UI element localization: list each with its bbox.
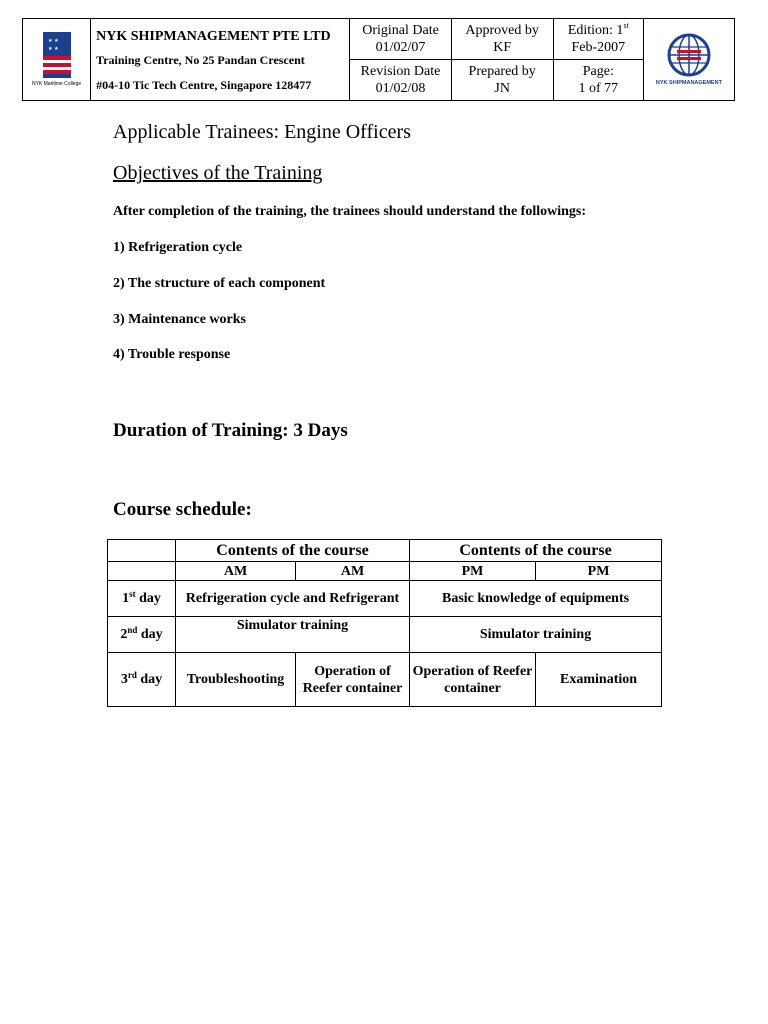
revision-date-label: Revision Date xyxy=(360,64,441,79)
prepared-by-label: Prepared by xyxy=(468,64,536,79)
revision-date-value: 01/02/08 xyxy=(375,81,426,96)
prepared-by-cell xyxy=(451,60,553,101)
pm-label: PM xyxy=(536,562,662,581)
objectives-intro: After completion of the training, the trainees should understand the followings: xyxy=(113,204,587,219)
svg-text:★ ★: ★ ★ xyxy=(47,46,59,52)
training-duration: Duration of Training: 3 Days xyxy=(113,420,348,441)
corner-cell xyxy=(108,562,176,581)
table-row xyxy=(108,653,662,707)
college-logo-cell xyxy=(23,19,91,101)
company-address-line1: Training Centre, No 25 Pandan Crescent xyxy=(96,53,305,67)
nyk-logo-cell xyxy=(643,19,734,101)
pm-contents-header: Contents of the course xyxy=(410,540,662,562)
day1-pm-cell: Basic knowledge of equipments xyxy=(410,581,662,617)
edition-label: Edition: 1 xyxy=(567,23,624,38)
company-name: NYK SHIPMANAGEMENT PTE LTD xyxy=(96,29,331,44)
company-address-line2: #04-10 Tic Tech Centre, Singapore 128477 xyxy=(96,78,312,92)
approved-by-label: Approved by xyxy=(465,23,539,38)
original-date-cell xyxy=(350,19,451,60)
day3-am2-cell: Operation of Reefer container xyxy=(296,653,410,707)
corner-cell xyxy=(108,540,176,562)
approved-by-value: KF xyxy=(493,40,512,55)
edition-value: Feb-2007 xyxy=(571,40,626,55)
document-header xyxy=(22,18,735,101)
am-contents-header: Contents of the course xyxy=(176,540,410,562)
objective-item: 4) Trouble response xyxy=(113,347,231,362)
page-value: 1 of 77 xyxy=(578,81,619,96)
college-flag-logo-icon xyxy=(43,32,71,78)
table-row xyxy=(108,617,662,653)
day3-pm1-cell: Operation of Reefer container xyxy=(410,653,536,707)
page-label: Page: xyxy=(582,64,614,79)
objective-item: 2) The structure of each component xyxy=(113,276,326,291)
day2-am-cell: Simulator training xyxy=(176,617,410,653)
table-row xyxy=(108,540,662,562)
am-label: AM xyxy=(296,562,410,581)
objectives-heading: Objectives of the Training xyxy=(113,162,323,184)
edition-cell xyxy=(553,19,643,60)
college-name: NYK Maritime College xyxy=(31,81,82,87)
day-label-cell: 1st day xyxy=(108,581,176,617)
approved-by-cell xyxy=(451,19,553,60)
page-cell xyxy=(553,60,643,101)
course-schedule-table xyxy=(107,539,662,707)
day3-am1-cell: Troubleshooting xyxy=(176,653,296,707)
revision-date-cell xyxy=(350,60,451,101)
day2-pm-cell: Simulator training xyxy=(410,617,662,653)
day1-am-cell: Refrigeration cycle and Refrigerant xyxy=(176,581,410,617)
original-date-label: Original Date xyxy=(362,23,439,38)
nyk-logo-caption: NYK SHIPMANAGEMENT xyxy=(655,80,722,86)
company-info-cell xyxy=(91,19,350,101)
day-label-cell: 2nd day xyxy=(108,617,176,653)
globe-logo-icon xyxy=(667,33,711,77)
am-label: AM xyxy=(176,562,296,581)
original-date-value: 01/02/07 xyxy=(375,40,426,55)
objective-item: 1) Refrigeration cycle xyxy=(113,240,243,255)
table-row xyxy=(108,581,662,617)
prepared-by-value: JN xyxy=(494,81,510,96)
objective-item: 3) Maintenance works xyxy=(113,312,246,327)
svg-text:★ ★: ★ ★ xyxy=(47,38,59,44)
pm-label: PM xyxy=(410,562,536,581)
table-row xyxy=(108,562,662,581)
day-label-cell: 3rd day xyxy=(108,653,176,707)
schedule-heading: Course schedule: xyxy=(113,499,252,520)
edition-sup: st xyxy=(623,21,629,30)
day3-pm2-cell: Examination xyxy=(536,653,662,707)
applicable-trainees: Applicable Trainees: Engine Officers xyxy=(113,121,411,143)
